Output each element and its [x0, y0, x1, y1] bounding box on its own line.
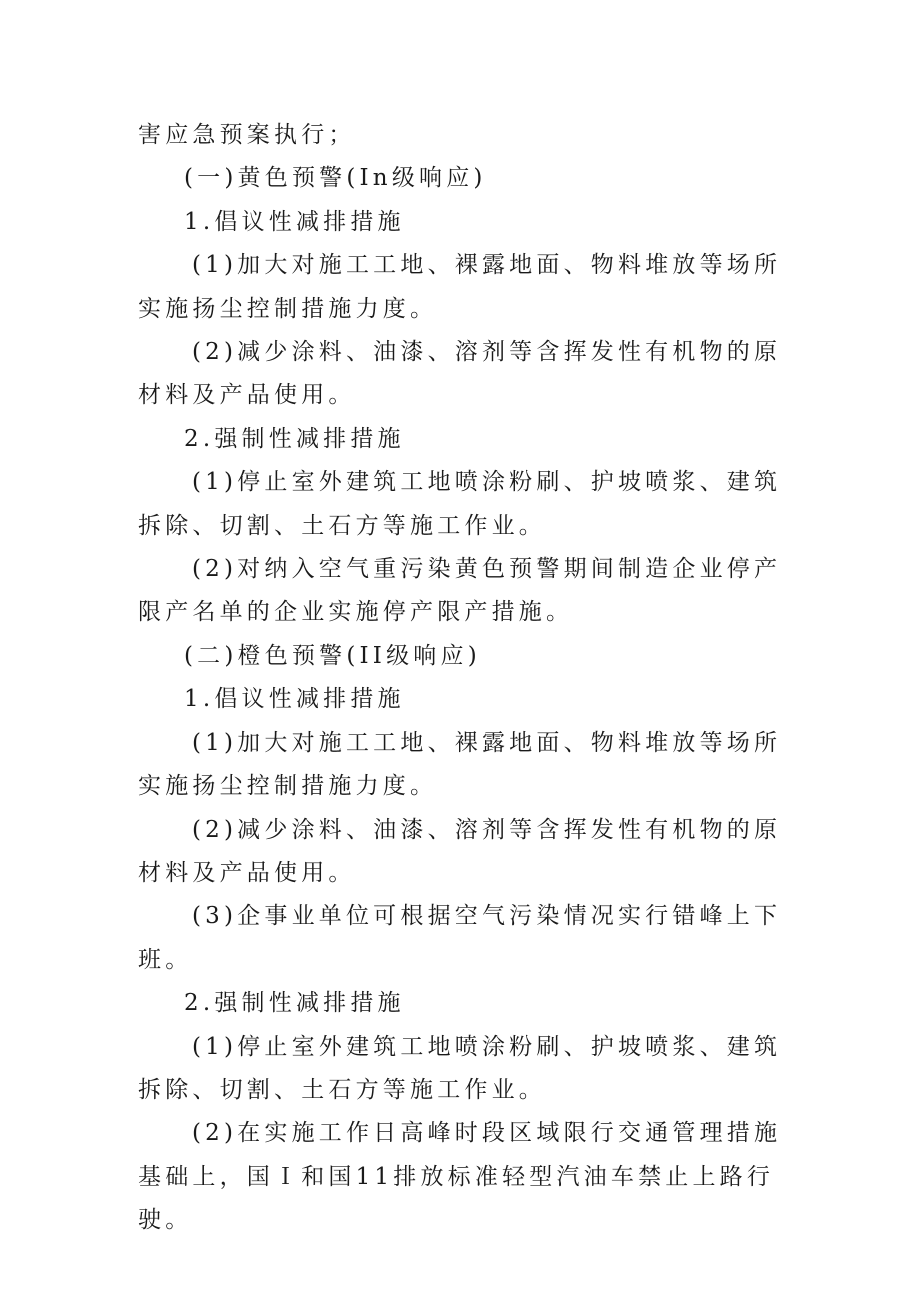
- paragraph: (1)停止室外建筑工地喷涂粉刷、护坡喷浆、建筑拆除、切割、土石方等施工作业。: [138, 1033, 782, 1103]
- paragraph: (1)加大对施工工地、裸露地面、物料堆放等场所实施扬尘控制措施力度。: [138, 729, 782, 800]
- document-body: [138, 114, 798, 1243]
- paragraph: (1)停止室外建筑工地喷涂粉刷、护坡喷浆、建筑拆除、切割、土石方等施工作业。: [138, 469, 782, 539]
- paragraph: (1)加大对施工工地、裸露地面、物料堆放等场所实施扬尘控制措施力度。: [138, 252, 782, 322]
- paragraph: (2)在实施工作日高峰时段区域限行交通管理措施基础上，国Ｉ和国11排放标准轻型汽油车禁止上路行驶。: [138, 1120, 782, 1234]
- paragraph: 害应急预案执行；: [138, 122, 356, 148]
- subsection-heading: 2.强制性减排措施: [184, 990, 405, 1017]
- paragraph: (2)减少涂料、油漆、溶剂等含挥发性有机物的原材料及产品使用。: [138, 816, 782, 886]
- subsection-heading: 1.倡议性减排措施: [184, 208, 405, 235]
- section-heading: (一)黄色预警(In级响应): [184, 165, 487, 192]
- subsection-heading: 2.强制性减排措施: [184, 425, 405, 452]
- paragraph: (2)减少涂料、油漆、溶剂等含挥发性有机物的原材料及产品使用。: [138, 339, 782, 409]
- paragraph: (2)对纳入空气重污染黄色预警期间制造企业停产限产名单的企业实施停产限产措施。: [138, 556, 782, 626]
- section-heading: (二)橙色预警(II级响应): [184, 642, 481, 669]
- paragraph: (3)企事业单位可根据空气污染情况实行错峰上下班。: [138, 903, 782, 973]
- subsection-heading: 1.倡议性减排措施: [184, 686, 405, 713]
